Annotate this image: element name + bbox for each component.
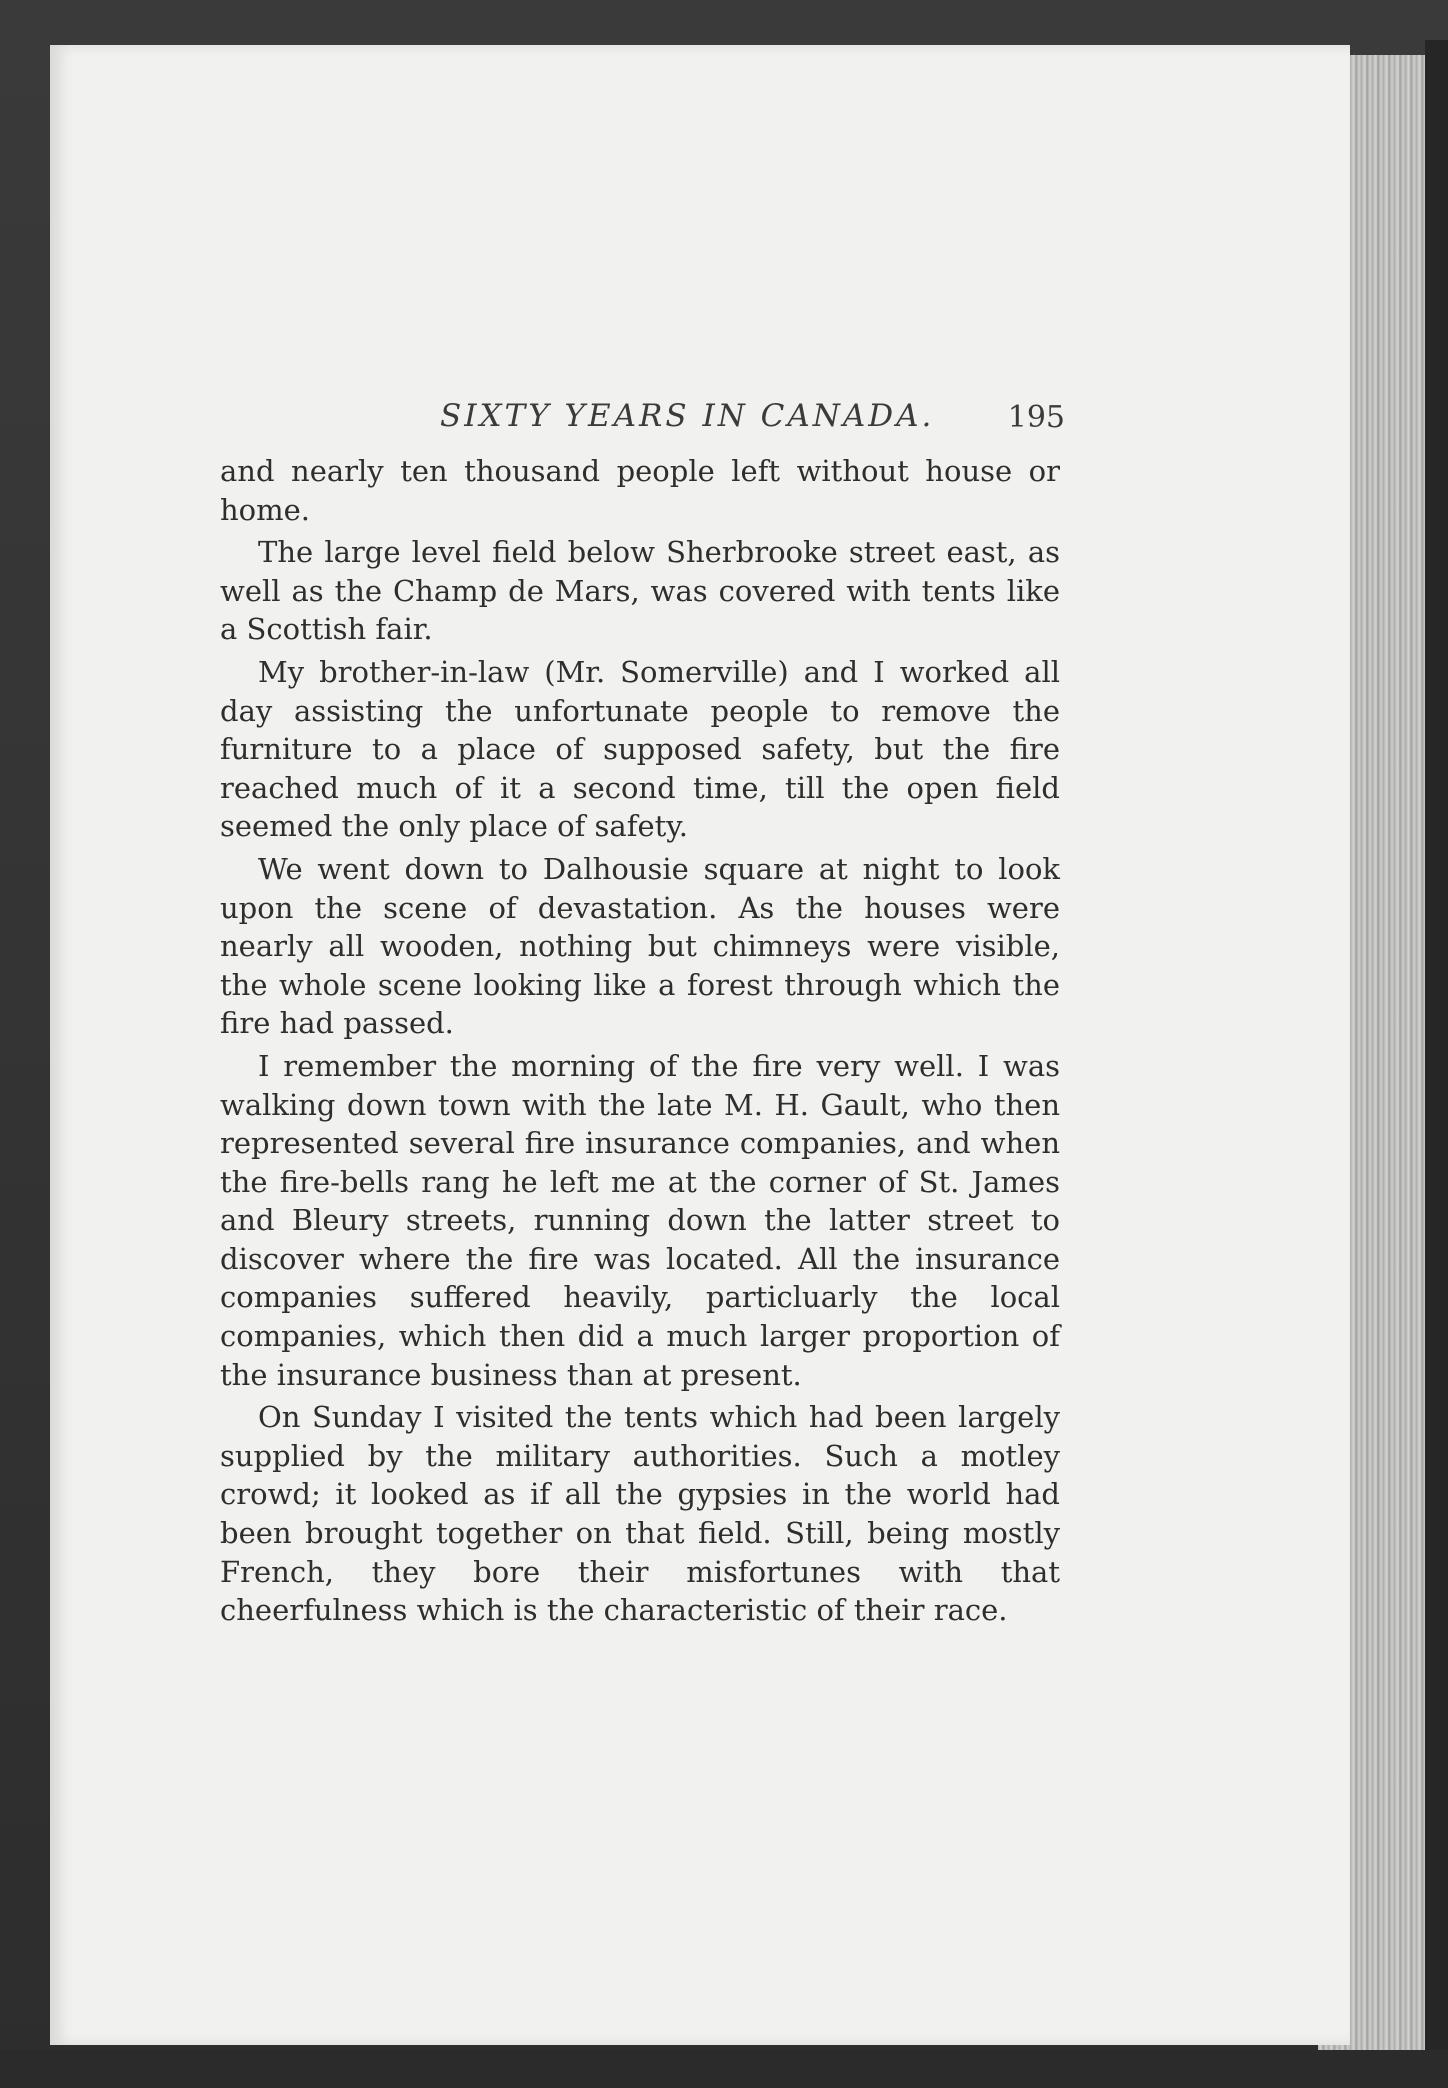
running-header — [235, 390, 1065, 450]
paragraph: I remember the morning of the fire very well. I was walking down town with the late M. H. Gault, who then represented several fire insurance companies, and when the fire-bells rang he left me at the corner of St. James and Bleury streets, running down the latter street to discover where the fire was located. All the insurance companies suffered heavily, particluarly the local companies, which then did a much larger proportion of the insurance business than at present. — [220, 1048, 1060, 1392]
paragraph: The large level field below Sherbrooke street east, as well as the Champ de Mars, was covered with tents like a Scottish fair. — [220, 535, 1060, 647]
body-text — [220, 452, 1060, 1634]
paragraph: and nearly ten thousand people left without house or home. — [220, 454, 1060, 527]
running-title: SIXTY YEARS IN CANADA. — [440, 398, 935, 434]
paragraph: My brother-in-law (Mr. Somerville) and I worked all day assisting the unfortunate people to remove the furniture to a place of supposed safety, but the fire reached much of it a second time, till the open field seemed the only place of safety. — [220, 654, 1060, 844]
page-number: 195 — [1007, 400, 1065, 435]
paragraph: We went down to Dalhousie square at night to look upon the scene of devastation. As the houses were nearly all wooden, nothing but chimneys were visible, the whole scene looking like a forest through which the fire had passed. — [220, 851, 1060, 1041]
book-cover-edge — [1425, 40, 1448, 2088]
scan-bottom-border — [0, 2050, 1448, 2088]
paragraph: On Sunday I visited the tents which had been largely supplied by the military authorities. Such a motley crowd; it looked as if all the gypsies in the world had been brought together on that field. Still, being mostly French, they bore their misfortunes with that cheerfulness which is the characteristic of their race. — [220, 1400, 1060, 1628]
